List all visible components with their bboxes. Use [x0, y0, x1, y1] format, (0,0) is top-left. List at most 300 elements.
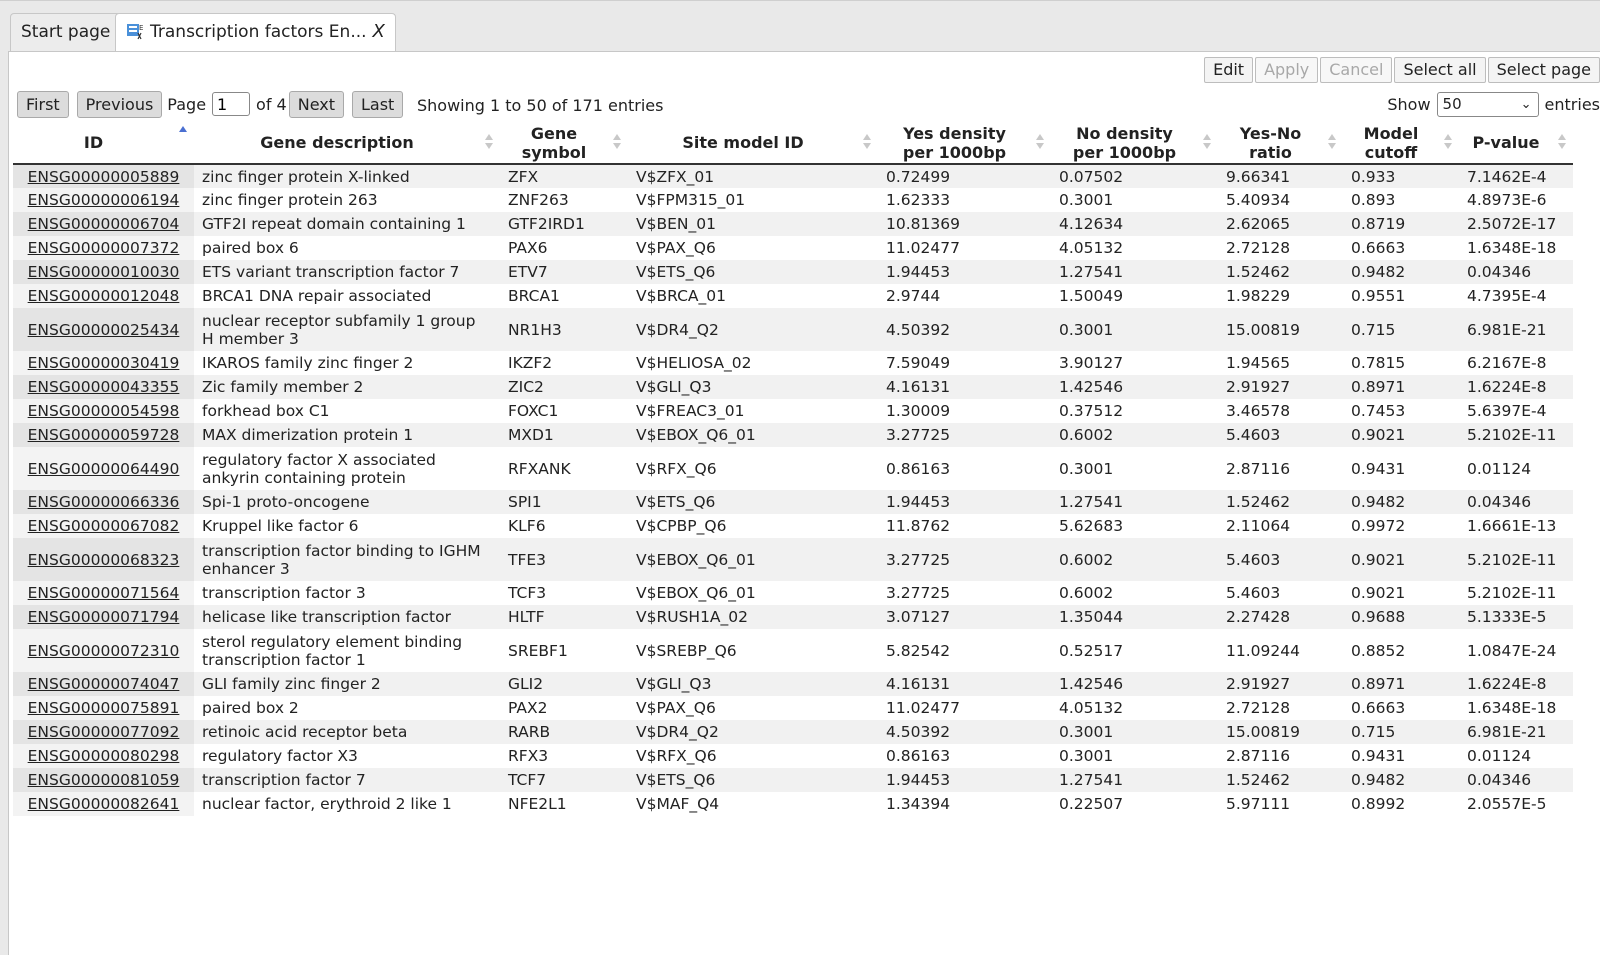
table-cell: [13, 447, 194, 490]
table-cell: 10.81369: [878, 212, 1051, 236]
table-cell: 0.04346: [1459, 490, 1573, 514]
table-cell: 1.27541: [1051, 260, 1218, 284]
first-page-button[interactable]: First: [17, 91, 69, 118]
table-row[interactable]: [13, 696, 1573, 720]
table-cell: 5.1333E-5: [1459, 605, 1573, 629]
table-cell: 3.27725: [886, 584, 951, 602]
column-header-yes-no-ratio[interactable]: [1218, 122, 1343, 164]
table-cell: V$FREAC3_01: [636, 402, 745, 420]
table-cell: 1.27541: [1051, 490, 1218, 514]
table-cell: 0.9021: [1343, 538, 1459, 581]
table-cell: [13, 744, 194, 768]
next-page-button[interactable]: Next: [289, 91, 344, 118]
table-cell: 2.72128: [1226, 239, 1291, 257]
table-cell: 2.87116: [1226, 747, 1291, 765]
table-cell: 1.52462: [1218, 260, 1343, 284]
table-cell: 2.91927: [1218, 375, 1343, 399]
table-cell: V$EBOX_Q6_01: [628, 423, 878, 447]
table-cell: 0.9482: [1343, 768, 1459, 792]
table-cell: 1.6348E-18: [1467, 239, 1557, 257]
table-cell: transcription factor 3: [202, 584, 366, 602]
table-cell: 1.94453: [878, 768, 1051, 792]
table-cell: 0.3001: [1051, 308, 1218, 351]
previous-page-button[interactable]: Previous: [77, 91, 163, 118]
table-cell: MXD1: [500, 423, 628, 447]
table-row[interactable]: [13, 581, 1573, 605]
table-cell: 0.07502: [1051, 164, 1218, 188]
table-cell: 1.34394: [886, 795, 951, 813]
tab-bar: [0, 0, 1600, 52]
table-cell: zinc finger protein X-linked: [194, 164, 500, 188]
table-cell: [13, 260, 194, 284]
table-cell: helicase like transcription factor: [194, 605, 500, 629]
table-cell: V$RFX_Q6: [636, 459, 717, 478]
table-cell: 7.59049: [886, 354, 951, 372]
sort-icon[interactable]: [862, 134, 872, 152]
close-icon[interactable]: X: [372, 21, 385, 42]
gene-id-link[interactable]: ENSG00000068323: [27, 550, 180, 569]
page-size-select[interactable]: [1437, 92, 1539, 117]
column-header-label: Yes density per 1000bp: [902, 123, 1007, 162]
table-row[interactable]: [13, 284, 1573, 308]
table-cell: 5.4603: [1226, 584, 1281, 602]
table-cell: V$EBOX_Q6_01: [628, 538, 878, 581]
gene-id-link[interactable]: ENSG00000025434: [27, 320, 180, 339]
table-cell: 0.7815: [1351, 354, 1406, 372]
table-cell: BRCA1: [508, 287, 560, 305]
table-cell: [13, 581, 194, 605]
table-cell: 0.22507: [1059, 795, 1124, 813]
table-cell: 1.94453: [878, 260, 1051, 284]
table-row[interactable]: [13, 538, 1573, 581]
table-cell: SREBF1: [508, 641, 568, 660]
table-cell: 5.4603: [1218, 423, 1343, 447]
table-cell: 0.01124: [1467, 747, 1532, 765]
table-cell: 9.66341: [1218, 164, 1343, 188]
table-cell: 2.87116: [1226, 459, 1291, 478]
table-cell: 1.50049: [1059, 287, 1124, 305]
table-row[interactable]: [13, 629, 1573, 672]
table-cell: 0.9688: [1343, 605, 1459, 629]
table-cell: paired box 6: [202, 239, 299, 257]
table-cell: RFXANK: [508, 459, 571, 478]
table-row[interactable]: [13, 423, 1573, 447]
gene-id-link[interactable]: ENSG00000082641: [27, 795, 180, 813]
table-cell: FOXC1: [508, 402, 559, 420]
table-cell: 2.0557E-5: [1467, 795, 1547, 813]
page-count-label: of 4: [256, 94, 287, 114]
table-cell: RARB: [500, 720, 628, 744]
table-cell: [13, 423, 194, 447]
table-cell: TFE3: [500, 538, 628, 581]
table-cell: 0.9431: [1351, 459, 1406, 478]
gene-id-link[interactable]: ENSG00000071794: [27, 608, 180, 626]
table-cell: 1.6224E-8: [1459, 375, 1573, 399]
gene-id-link[interactable]: ENSG00000080298: [27, 747, 180, 765]
table-cell: 0.3001: [1059, 459, 1114, 478]
table-cell: 0.86163: [886, 747, 951, 765]
table-cell: 1.6348E-18: [1467, 699, 1557, 717]
edit-button[interactable]: Edit: [1204, 57, 1253, 83]
table-cell: V$GLI_Q3: [628, 375, 878, 399]
sort-ascending-icon[interactable]: [178, 134, 188, 152]
table-cell: V$ZFX_01: [628, 164, 878, 188]
show-label: Show: [1387, 95, 1431, 114]
table-cell: 11.8762: [886, 517, 951, 535]
table-cell: 11.02477: [886, 239, 960, 257]
table-cell: 0.8971: [1343, 375, 1459, 399]
table-cell: V$GLI_Q3: [628, 672, 878, 696]
table-row[interactable]: [13, 236, 1573, 260]
table-cell: 11.09244: [1226, 641, 1300, 660]
table-row[interactable]: [13, 351, 1573, 375]
table-cell: 2.91927: [1218, 672, 1343, 696]
table-cell: regulatory factor X associated ankyrin containing protein: [202, 450, 436, 487]
table-cell: 6.981E-21: [1459, 308, 1573, 351]
gene-id-link[interactable]: ENSG00000077092: [27, 723, 180, 741]
tab-start-page[interactable]: [10, 13, 121, 51]
table-cell: 1.94453: [878, 490, 1051, 514]
table-cell: GLI2: [500, 672, 628, 696]
table-cell: 5.2102E-11: [1467, 584, 1557, 602]
table-cell: 0.9551: [1351, 287, 1406, 305]
sort-icon[interactable]: [1327, 134, 1337, 152]
table-cell: Spi-1 proto-oncogene: [194, 490, 500, 514]
table-cell: 0.52517: [1059, 641, 1124, 660]
table-cell: zinc finger protein 263: [202, 191, 378, 209]
apply-button[interactable]: Apply: [1255, 57, 1318, 83]
table-cell: V$BRCA_01: [636, 287, 726, 305]
table-cell: [13, 188, 194, 212]
column-header-label: Gene description: [260, 133, 414, 152]
table-cell: 0.72499: [878, 164, 1051, 188]
table-cell: NFE2L1: [508, 795, 567, 813]
table-cell: V$FPM315_01: [636, 191, 746, 209]
column-header-label: No density per 1000bp: [1072, 123, 1177, 162]
table-cell: 0.04346: [1459, 260, 1573, 284]
column-header-label: Gene symbol: [521, 123, 587, 162]
table-row[interactable]: [13, 260, 1573, 284]
table-cell: 4.7395E-4: [1467, 287, 1547, 305]
table-cell: 0.8971: [1343, 672, 1459, 696]
gene-id-link[interactable]: ENSG00000010030: [27, 263, 180, 281]
table-cell: 15.00819: [1218, 720, 1343, 744]
table-cell: 4.12634: [1051, 212, 1218, 236]
table-cell: [13, 514, 194, 538]
table-cell: V$SREBP_Q6: [636, 641, 737, 660]
table-cell: [13, 672, 194, 696]
table-cell: 2.27428: [1218, 605, 1343, 629]
table-cell: 1.27541: [1051, 768, 1218, 792]
table-cell: Zic family member 2: [194, 375, 500, 399]
sort-icon[interactable]: [484, 134, 494, 152]
table-cell: transcription factor 7: [194, 768, 500, 792]
table-cell: 5.40934: [1226, 191, 1291, 209]
table-cell: 1.42546: [1051, 672, 1218, 696]
table-cell: 0.9021: [1351, 584, 1406, 602]
sort-icon[interactable]: [1202, 134, 1212, 152]
table-row[interactable]: [13, 490, 1573, 514]
table-row[interactable]: [13, 188, 1573, 212]
column-header-model-cutoff[interactable]: [1343, 122, 1459, 164]
sort-icon[interactable]: [1035, 134, 1045, 152]
tab-transcription-factors[interactable]: [115, 13, 396, 53]
table-cell: 5.97111: [1226, 795, 1291, 813]
column-header-label: Yes-No ratio: [1239, 123, 1302, 162]
table-cell: 4.50392: [878, 308, 1051, 351]
table-row[interactable]: [13, 768, 1573, 792]
table-cell: 3.07127: [878, 605, 1051, 629]
table-cell: ZFX: [500, 164, 628, 188]
table-cell: [13, 284, 194, 308]
table-cell: 2.5072E-17: [1459, 212, 1573, 236]
gene-id-link[interactable]: ENSG00000005889: [27, 167, 180, 186]
table-cell: ETV7: [500, 260, 628, 284]
table-cell: 4.16131: [878, 672, 1051, 696]
table-cell: paired box 2: [202, 699, 299, 717]
column-header-id[interactable]: [13, 122, 194, 164]
pagination: [17, 90, 403, 118]
sort-icon[interactable]: [612, 134, 622, 152]
table-cell: V$DR4_Q2: [628, 720, 878, 744]
table-cell: 1.30009: [886, 402, 951, 420]
table-cell: 5.4603: [1218, 538, 1343, 581]
table-cell: 0.9482: [1343, 490, 1459, 514]
column-header-yes-density-per-1000bp[interactable]: [878, 122, 1051, 164]
table-cell: 3.27725: [878, 423, 1051, 447]
last-page-button[interactable]: Last: [352, 91, 403, 118]
gene-id-link[interactable]: ENSG00000054598: [27, 402, 180, 420]
table-cell: RFX3: [508, 747, 549, 765]
table-cell: SPI1: [500, 490, 628, 514]
table-cell: HLTF: [500, 605, 628, 629]
table-cell: 1.6224E-8: [1459, 672, 1573, 696]
table-cell: 4.05132: [1059, 239, 1124, 257]
gene-id-link[interactable]: ENSG00000030419: [27, 354, 180, 372]
table-cell: 0.3001: [1059, 747, 1114, 765]
table-cell: [13, 490, 194, 514]
table-row[interactable]: [13, 375, 1573, 399]
sort-icon[interactable]: [1557, 134, 1567, 152]
table-cell: 5.82542: [886, 641, 951, 660]
table-row[interactable]: [13, 744, 1573, 768]
entries-info: Showing 1 to 50 of 171 entries: [417, 96, 664, 115]
table-cell: 0.933: [1343, 164, 1459, 188]
table-cell: 1.98229: [1226, 287, 1291, 305]
table-row[interactable]: [13, 164, 1573, 188]
table-cell: sterol regulatory element binding transcription factor 1: [202, 632, 463, 669]
table-cell: 11.02477: [886, 699, 960, 717]
table-cell: 1.35044: [1051, 605, 1218, 629]
table-cell: V$HELIOSA_02: [636, 354, 752, 372]
table-cell: V$ETS_Q6: [628, 490, 878, 514]
table-cell: 1.42546: [1051, 375, 1218, 399]
table-cell: forkhead box C1: [202, 402, 330, 420]
gene-id-link[interactable]: ENSG00000064490: [27, 459, 180, 478]
table-cell: [13, 538, 194, 581]
gene-id-link[interactable]: ENSG00000067082: [27, 517, 180, 535]
main-panel: [8, 51, 1600, 955]
gene-id-link[interactable]: ENSG00000074047: [27, 675, 180, 693]
table-cell: 1.6661E-13: [1467, 517, 1557, 535]
gene-id-link[interactable]: ENSG00000075891: [27, 699, 180, 717]
table-cell: Kruppel like factor 6: [202, 517, 359, 535]
table-cell: [13, 399, 194, 423]
table-cell: 1.52462: [1218, 490, 1343, 514]
results-table: [13, 122, 1573, 816]
table-cell: 4.05132: [1059, 699, 1124, 717]
table-cell: BRCA1 DNA repair associated: [202, 287, 432, 305]
table-cell: 0.6002: [1051, 423, 1218, 447]
table-cell: 3.27725: [878, 538, 1051, 581]
table-cell: 0.8852: [1351, 641, 1406, 660]
page-number-input[interactable]: [212, 92, 250, 116]
gene-id-link[interactable]: ENSG00000072310: [27, 641, 180, 660]
table-cell: [13, 605, 194, 629]
gene-id-link[interactable]: ENSG00000006194: [27, 191, 180, 209]
table-cell: 0.715: [1343, 308, 1459, 351]
table-cell: V$ETS_Q6: [628, 260, 878, 284]
chevron-down-icon: ⌄: [1520, 97, 1532, 112]
table-cell: nuclear factor, erythroid 2 like 1: [202, 795, 452, 813]
table-cell: 0.37512: [1059, 402, 1124, 420]
table-cell: ZIC2: [500, 375, 628, 399]
table-cell: GLI family zinc finger 2: [194, 672, 500, 696]
table-cell: [13, 236, 194, 260]
column-header-label: P-value: [1472, 133, 1540, 152]
table-cell: 4.8973E-6: [1467, 191, 1547, 209]
table-cell: TCF3: [508, 584, 547, 602]
table-cell: NR1H3: [500, 308, 628, 351]
table-cell: 4.50392: [878, 720, 1051, 744]
table-cell: 0.6663: [1351, 699, 1406, 717]
tab-label: Transcription factors En...: [150, 22, 367, 42]
table-cell: 0.3001: [1051, 720, 1218, 744]
table-cell: PAX6: [508, 239, 548, 257]
table-row[interactable]: [13, 792, 1573, 816]
table-cell: 0.9021: [1343, 423, 1459, 447]
table-icon: [126, 21, 146, 41]
select-page-button[interactable]: Select page: [1488, 57, 1600, 83]
page-size-value: 50: [1442, 95, 1462, 113]
table-cell: 0.3001: [1059, 191, 1114, 209]
table-row[interactable]: [13, 399, 1573, 423]
table-cell: [13, 212, 194, 236]
gene-id-link[interactable]: ENSG00000006704: [27, 215, 180, 233]
table-cell: 0.01124: [1467, 459, 1532, 478]
gene-id-link[interactable]: ENSG00000043355: [27, 378, 180, 396]
table-cell: V$MAF_Q4: [636, 795, 720, 813]
table-cell: ETS variant transcription factor 7: [194, 260, 500, 284]
table-cell: PAX2: [508, 699, 548, 717]
table-cell: [13, 164, 194, 188]
table-cell: 0.8719: [1343, 212, 1459, 236]
table-row[interactable]: [13, 308, 1573, 351]
table-cell: [13, 696, 194, 720]
table-cell: 0.9972: [1351, 517, 1406, 535]
table-cell: 1.0847E-24: [1467, 641, 1557, 660]
table-cell: 0.04346: [1459, 768, 1573, 792]
table-cell: 5.6397E-4: [1467, 402, 1547, 420]
table-cell: 0.6002: [1051, 538, 1218, 581]
column-header-no-density-per-1000bp[interactable]: [1051, 122, 1218, 164]
column-header-gene-description[interactable]: [194, 122, 500, 164]
table-cell: 0.8992: [1351, 795, 1406, 813]
table-row[interactable]: [13, 672, 1573, 696]
table-cell: nuclear receptor subfamily 1 group H member 3: [194, 308, 500, 351]
table-cell: 0.9482: [1343, 260, 1459, 284]
entries-label: entries: [1544, 95, 1600, 114]
table-cell: 3.46578: [1226, 402, 1291, 420]
table-row[interactable]: [13, 514, 1573, 538]
gene-id-link[interactable]: ENSG00000081059: [27, 771, 180, 789]
table-row[interactable]: [13, 212, 1573, 236]
page-size-control: [1387, 92, 1600, 117]
table-cell: [13, 629, 194, 672]
column-header-gene-symbol[interactable]: [500, 122, 628, 164]
table-cell: 0.86163: [886, 459, 951, 478]
gene-id-link[interactable]: ENSG00000012048: [27, 287, 180, 305]
table-cell: V$RUSH1A_02: [628, 605, 878, 629]
gene-id-link[interactable]: ENSG00000071564: [27, 584, 180, 602]
column-header-p-value[interactable]: [1459, 122, 1573, 164]
table-cell: 1.52462: [1218, 768, 1343, 792]
table-cell: V$DR4_Q2: [628, 308, 878, 351]
gene-id-link[interactable]: ENSG00000007372: [27, 239, 180, 257]
table-cell: 15.00819: [1218, 308, 1343, 351]
table-cell: GTF2IRD1: [500, 212, 628, 236]
table-cell: [13, 375, 194, 399]
column-header-site-model-id[interactable]: [628, 122, 878, 164]
table-cell: 5.2102E-11: [1459, 423, 1573, 447]
column-header-label: Model cutoff: [1363, 123, 1419, 162]
column-header-label: ID: [83, 133, 104, 152]
table-cell: retinoic acid receptor beta: [194, 720, 500, 744]
table-row[interactable]: [13, 720, 1573, 744]
table-cell: IKAROS family zinc finger 2: [202, 354, 414, 372]
table-cell: 3.90127: [1059, 354, 1124, 372]
table-cell: 0.9431: [1351, 747, 1406, 765]
table-cell: 5.2102E-11: [1459, 538, 1573, 581]
table-cell: 0.6663: [1351, 239, 1406, 257]
page-label: Page: [167, 94, 207, 114]
sort-icon[interactable]: [1443, 134, 1453, 152]
table-cell: 6.981E-21: [1459, 720, 1573, 744]
tab-label: Start page: [21, 22, 111, 42]
table-cell: 0.715: [1343, 720, 1459, 744]
table-cell: 4.16131: [878, 375, 1051, 399]
table-cell: 0.7453: [1351, 402, 1406, 420]
table-cell: GTF2I repeat domain containing 1: [194, 212, 500, 236]
table-cell: 5.62683: [1059, 517, 1124, 535]
gene-id-link[interactable]: ENSG00000066336: [27, 493, 180, 511]
svg-text:E: E: [139, 24, 144, 32]
table-row[interactable]: [13, 447, 1573, 490]
gene-id-link[interactable]: ENSG00000059728: [27, 426, 180, 444]
cancel-button[interactable]: Cancel: [1320, 57, 1392, 83]
table-cell: [13, 720, 194, 744]
table-cell: ZNF263: [508, 191, 569, 209]
table-cell: [13, 308, 194, 351]
table-cell: 1.94565: [1226, 354, 1291, 372]
table-cell: V$BEN_01: [628, 212, 878, 236]
table-cell: 1.62333: [886, 191, 951, 209]
table-cell: 7.1462E-4: [1459, 164, 1573, 188]
table-row[interactable]: [13, 605, 1573, 629]
table-cell: V$RFX_Q6: [636, 747, 717, 765]
table-cell: MAX dimerization protein 1: [194, 423, 500, 447]
select-all-button[interactable]: Select all: [1394, 57, 1485, 83]
